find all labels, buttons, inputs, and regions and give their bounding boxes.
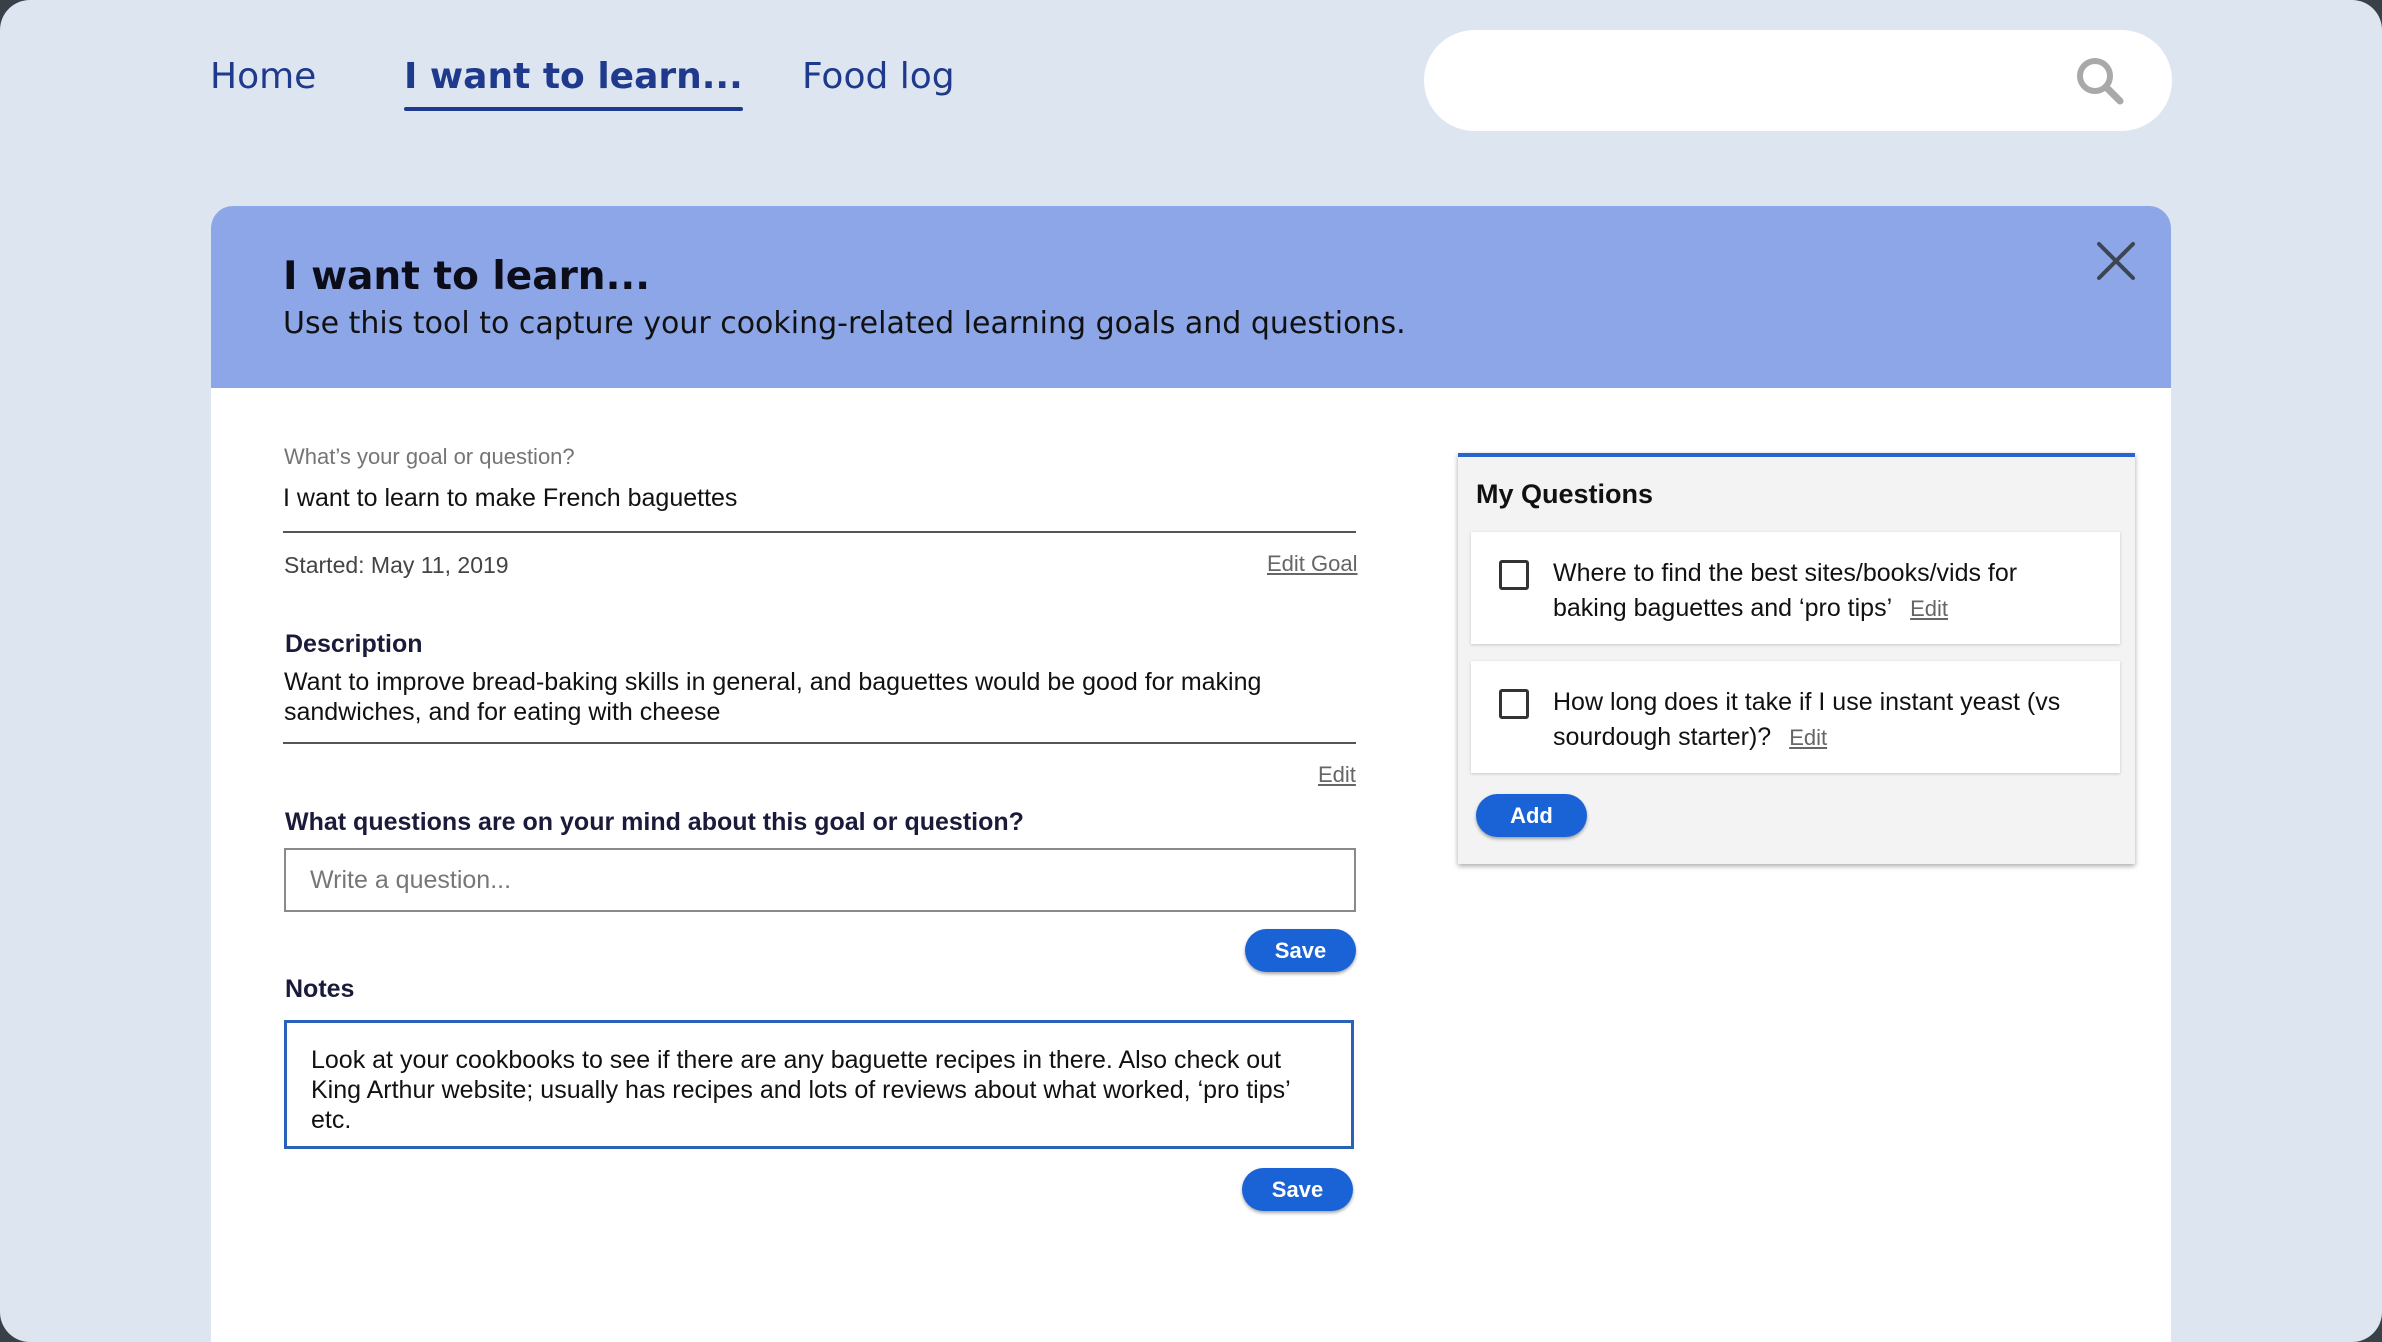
notes-heading: Notes [285, 975, 355, 1003]
edit-description-link[interactable]: Edit [1318, 762, 1356, 787]
edit-goal-link[interactable]: Edit Goal [1267, 551, 1358, 576]
search-icon[interactable] [2074, 55, 2126, 107]
search-bar [1424, 30, 2172, 131]
card-header [211, 206, 2171, 388]
question-text [1553, 685, 2093, 755]
question-checkbox[interactable] [1499, 560, 1529, 590]
edit-question-link[interactable]: Edit [1789, 725, 1828, 750]
close-icon[interactable] [2091, 236, 2141, 286]
card-title: I want to learn... [283, 254, 651, 299]
description-divider [283, 742, 1356, 744]
question-text-content: How long does it take if I use instant yeast (vs sourdough starter)? [1553, 688, 2061, 751]
save-notes-button[interactable]: Save [1242, 1168, 1353, 1211]
question-input[interactable] [284, 848, 1356, 912]
my-questions-panel [1458, 453, 2135, 864]
search-input[interactable] [1464, 54, 2068, 108]
nav-i-want-to-learn[interactable]: I want to learn... [404, 56, 743, 97]
question-text-content: Where to find the best sites/books/vids for baking baguettes and ‘pro tips’ [1553, 559, 2018, 622]
goal-divider [283, 531, 1356, 533]
question-text [1553, 556, 2093, 626]
my-questions-title: My Questions [1476, 479, 1654, 509]
description-text: Want to improve bread-baking skills in general, and baguettes would be good for making sandwiches, and for eating with cheese [284, 668, 1262, 726]
goal-value: I want to learn to make French baguettes [283, 484, 738, 512]
card-subtitle: Use this tool to capture your cooking-related learning goals and questions. [283, 306, 1406, 341]
question-item [1471, 661, 2120, 773]
notes-textarea[interactable] [284, 1020, 1354, 1149]
goal-label: What’s your goal or question? [284, 444, 575, 469]
question-checkbox[interactable] [1499, 689, 1529, 719]
nav-food-log[interactable]: Food log [802, 56, 955, 97]
description-heading: Description [285, 630, 423, 658]
save-question-button[interactable]: Save [1245, 929, 1356, 972]
nav-home[interactable]: Home [210, 56, 317, 97]
edit-question-link[interactable]: Edit [1910, 596, 1949, 621]
learning-goal-card [211, 206, 2171, 1342]
started-date: Started: May 11, 2019 [284, 552, 509, 578]
add-question-button[interactable]: Add [1476, 794, 1587, 837]
question-item [1471, 532, 2120, 644]
questions-heading: What questions are on your mind about this goal or question? [285, 808, 1024, 836]
